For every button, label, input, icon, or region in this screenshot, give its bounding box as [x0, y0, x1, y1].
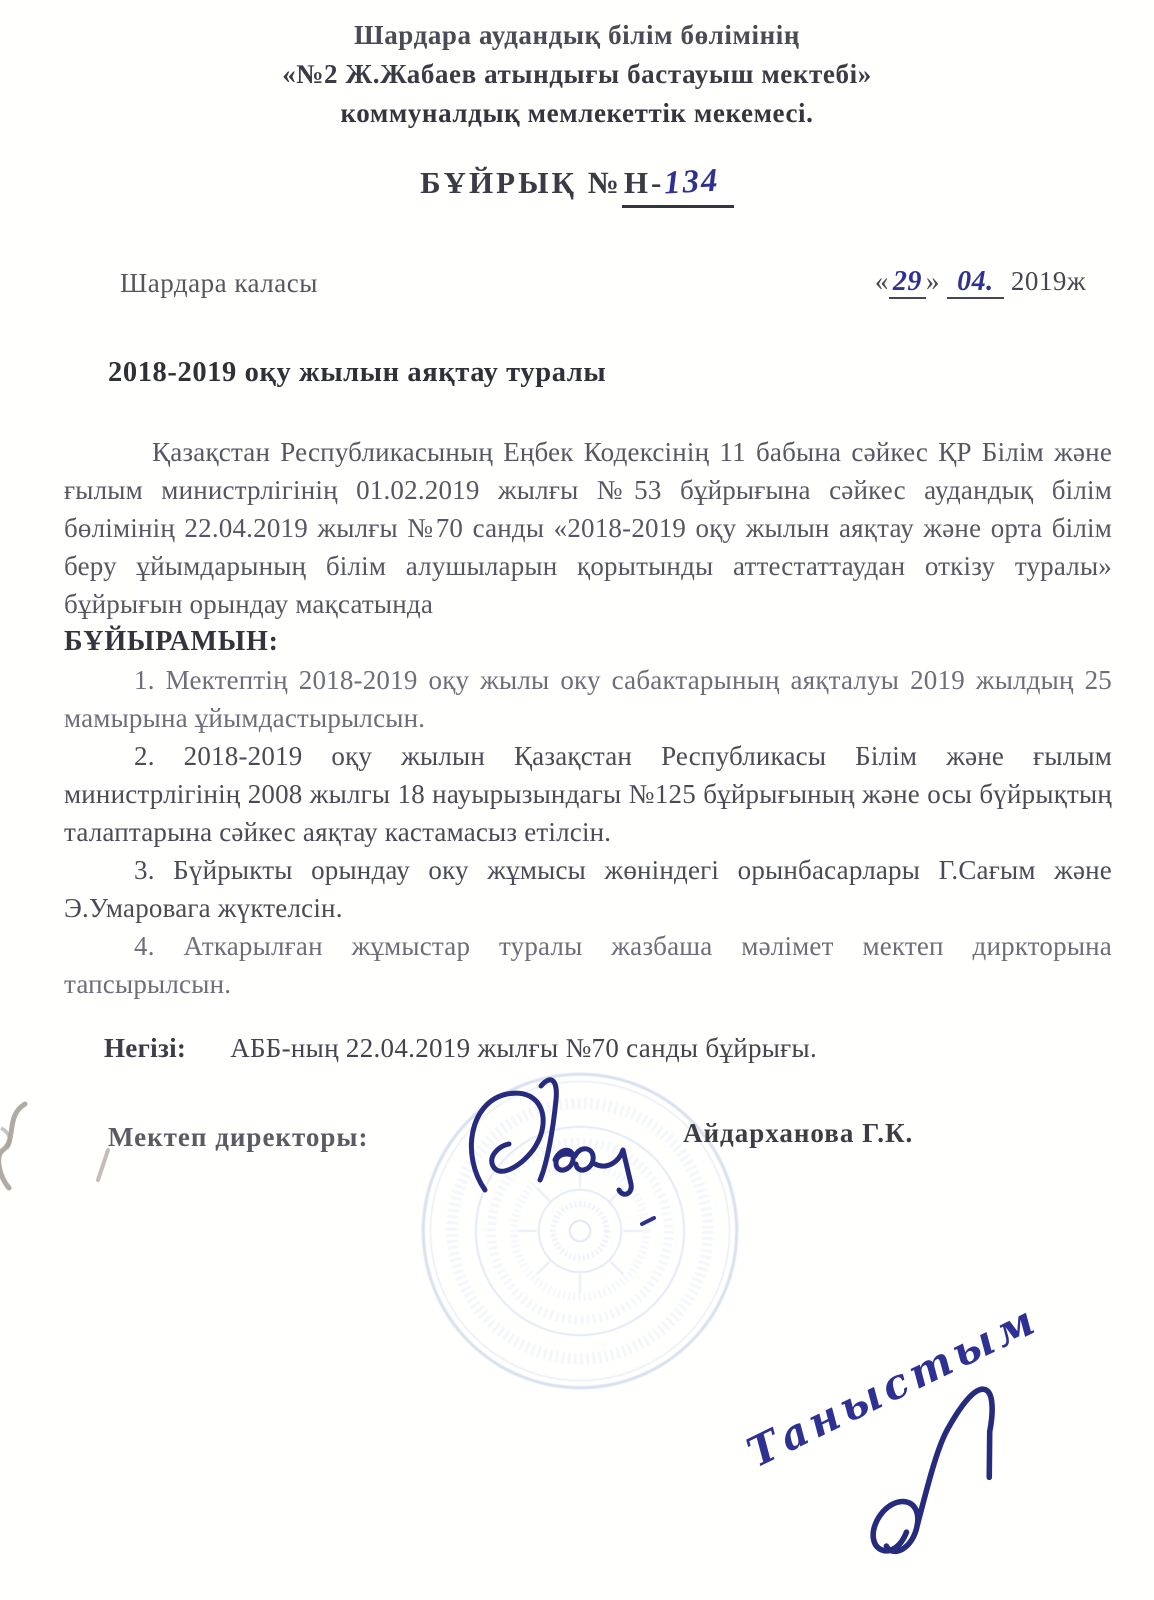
order-number-handwritten: 134	[663, 162, 721, 202]
org-name-line2: «№2 Ж.Жабаев атындығы бастауыш мектебі»	[282, 59, 872, 89]
order-item-4: 4. Аткарылған жұмыстар туралы жазбаша мәлімет мектеп диркторына тапсырылсын.	[64, 931, 1112, 1000]
order-series: Н-	[623, 165, 665, 200]
signatory-name: Айдарханова Г.К.	[683, 1118, 914, 1148]
date-day-handwritten: 29	[892, 266, 922, 297]
basis-text: АББ-ның 22.04.2019 жылғы №70 санды бұйрығы.	[230, 1033, 818, 1064]
date-line	[875, 266, 1086, 299]
director-label: Мектеп директоры:	[108, 1122, 369, 1152]
date-open-quote: «	[874, 266, 889, 296]
document-body	[64, 433, 1112, 1003]
date-month-handwritten: 04.	[957, 266, 994, 297]
place-date-row	[120, 266, 1086, 299]
order-item-1: 1. Мектептің 2018-2019 оқу жылы оку сабактарының аяқталуы 2019 жылдың 25 мамырына ұйымдастырылсын.	[64, 665, 1112, 734]
order-item-3: 3. Бүйрыкты орындау оку жұмысы жөніндегі орынбасарлары Г.Сағым және Э.Умаровага жүктелсін.	[64, 855, 1112, 924]
order-item-2: 2. 2018-2019 оқу жылын Қазақстан Республикасы Білім және ғылым министрлігінің 2008 жылгы 18 науырызындагы №125 бұйрығының және осы бүйрықтың талаптарына сәйкес аяқтау кастамасыз етілсін.	[64, 741, 1112, 848]
scan-artifact-left-edge	[0, 1098, 31, 1198]
scan-artifact-speck	[94, 1146, 112, 1186]
basis-line	[104, 1033, 1112, 1064]
order-title-prefix: БҰЙРЫҚ №	[420, 165, 622, 200]
order-title	[0, 162, 1154, 208]
handwritten-note: Таныстым	[739, 1294, 1047, 1477]
handwritten-note-block	[734, 1292, 1136, 1600]
org-name-line3: коммуналдық мемлекеттік мекемесі.	[340, 98, 814, 128]
org-name-line1: Шардара аудандық білім бөлімінің	[353, 20, 801, 50]
decree-word: БҰЙЫРАМЫН:	[64, 626, 279, 658]
place-label: Шардара каласы	[120, 268, 318, 299]
intro-paragraph: Қазақстан Республикасының Еңбек Кодексінің 11 бабына сәйкес ҚР Білім және ғылым министрлігінің 01.02.2019 жылғы №53 бұйрығына сәйкес аудандық білім бөлімінің 22.04.2019 жылғы №70 санды «2018-2019 оқу жылын аяқтау және орта білім беру ұйымдарының білім алушыларын қорытынды аттестаттаудан откізу туралы» бұйрығын орындау мақсатында	[64, 437, 1112, 620]
organization-header	[0, 0, 1154, 133]
date-close-quote: »	[925, 266, 940, 296]
subject-heading: 2018-2019 оқу жылын аяқтау туралы	[108, 357, 607, 389]
date-year: 2019ж	[1010, 266, 1086, 296]
basis-label: Негізі:	[104, 1033, 187, 1064]
stray-ink-mark	[640, 1216, 658, 1226]
